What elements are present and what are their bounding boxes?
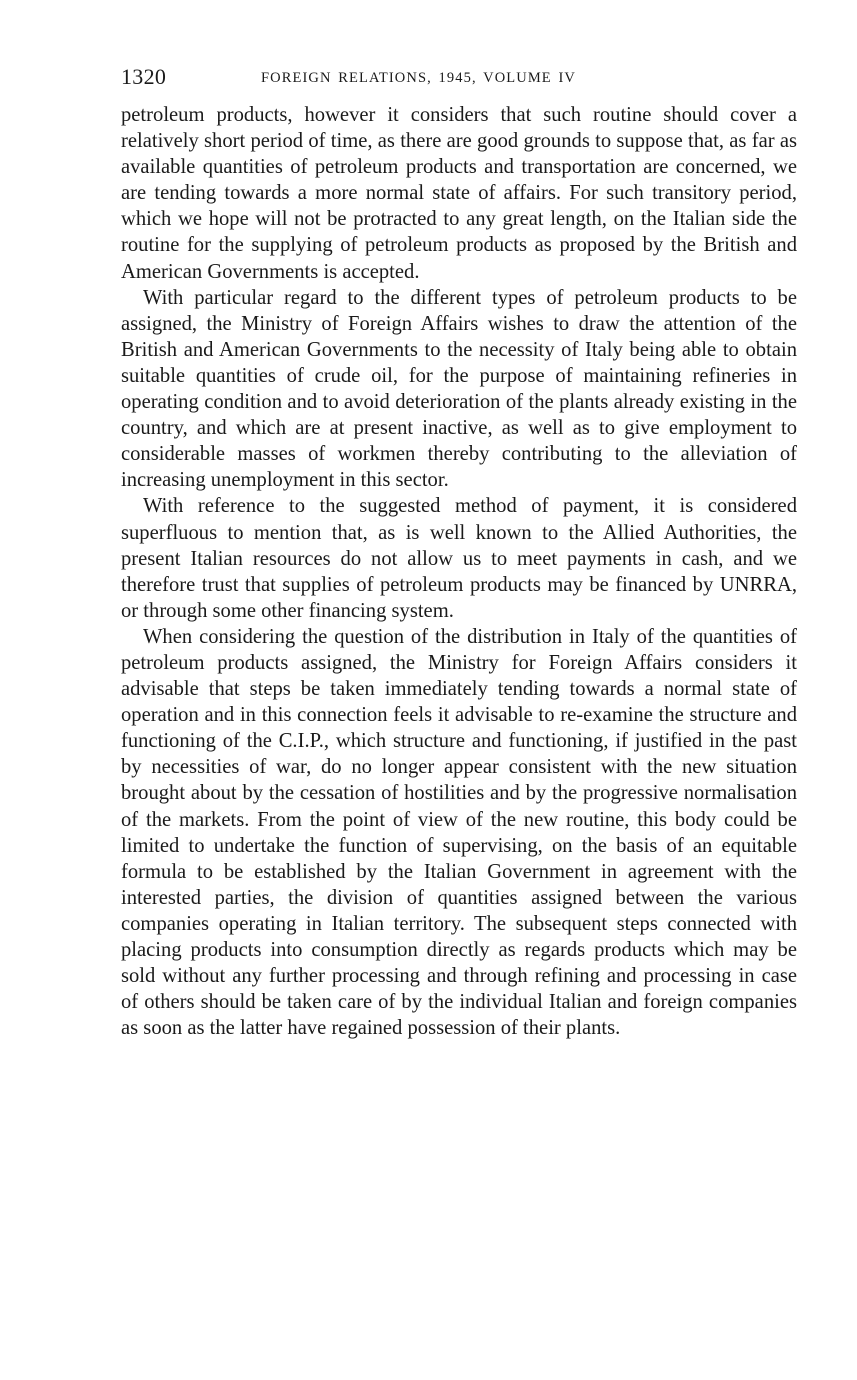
paragraph-payment: With reference to the suggested method of payment, it is considered superfluous to mention that, as is well known to the Allied Authorities, the present Italian resources do not allow us to meet payments in cash, and we therefore trust that supplies of petroleum products may be financed by UNRRA, or through some other financing system.	[121, 495, 797, 622]
paragraph-continued: petroleum products, however it considers that such routine should cover a relatively short period of time, as there are good grounds to suppose that, as far as available quantities of petroleum products and transportation are concerned, we are tending towards a more normal state of affairs. For such transitory period, which we hope will not be protracted to any great length, on the Italian side the routine for the supplying of petroleum products as proposed by the British and American Governments is accepted.	[121, 104, 797, 283]
running-head	[121, 62, 797, 102]
page-number: 1320	[121, 64, 167, 89]
body-text	[121, 102, 797, 1041]
running-title: FOREIGN RELATIONS, 1945, VOLUME IV	[261, 70, 576, 86]
document-page	[121, 62, 797, 1041]
paragraph-distribution: When considering the question of the distribution in Italy of the quantities of petroleum products assigned, the Ministry for Foreign Affairs considers it advisable that steps be taken immediately tending towards a normal state of operation and in this connection feels it advisable to re-examine the structure and functioning of the C.I.P., which structure and functioning, if justified in the past by necessities of war, do no longer appear consistent with the new situation brought about by the cessation of hostilities and by the progressive normalisation of the markets. From the point of view of the new routine, this body could be limited to undertake the function of supervising, on the basis of an equitable formula to be established by the Italian Government in agreement with the interested parties, the division of quantities assigned between the various companies operating in Italian territory. The subsequent steps connected with placing products into consumption directly as regards products which may be sold without any further processing and through refining and processing in case of others should be taken care of by the individual Italian and foreign companies as soon as the latter have regained possession of their plants.	[121, 625, 797, 1040]
paragraph-crude-oil: With particular regard to the different types of petroleum products to be assigned, the Ministry of Foreign Affairs wishes to draw the attention of the British and American Governments to the necessity of Italy being able to obtain suitable quantities of crude oil, for the purpose of maintaining refineries in operating condition and to avoid deterioration of the plants already existing in the country, and which are at present inactive, as well as to give employment to considerable masses of workmen thereby contributing to the alleviation of increasing unemployment in this sector.	[121, 286, 797, 492]
